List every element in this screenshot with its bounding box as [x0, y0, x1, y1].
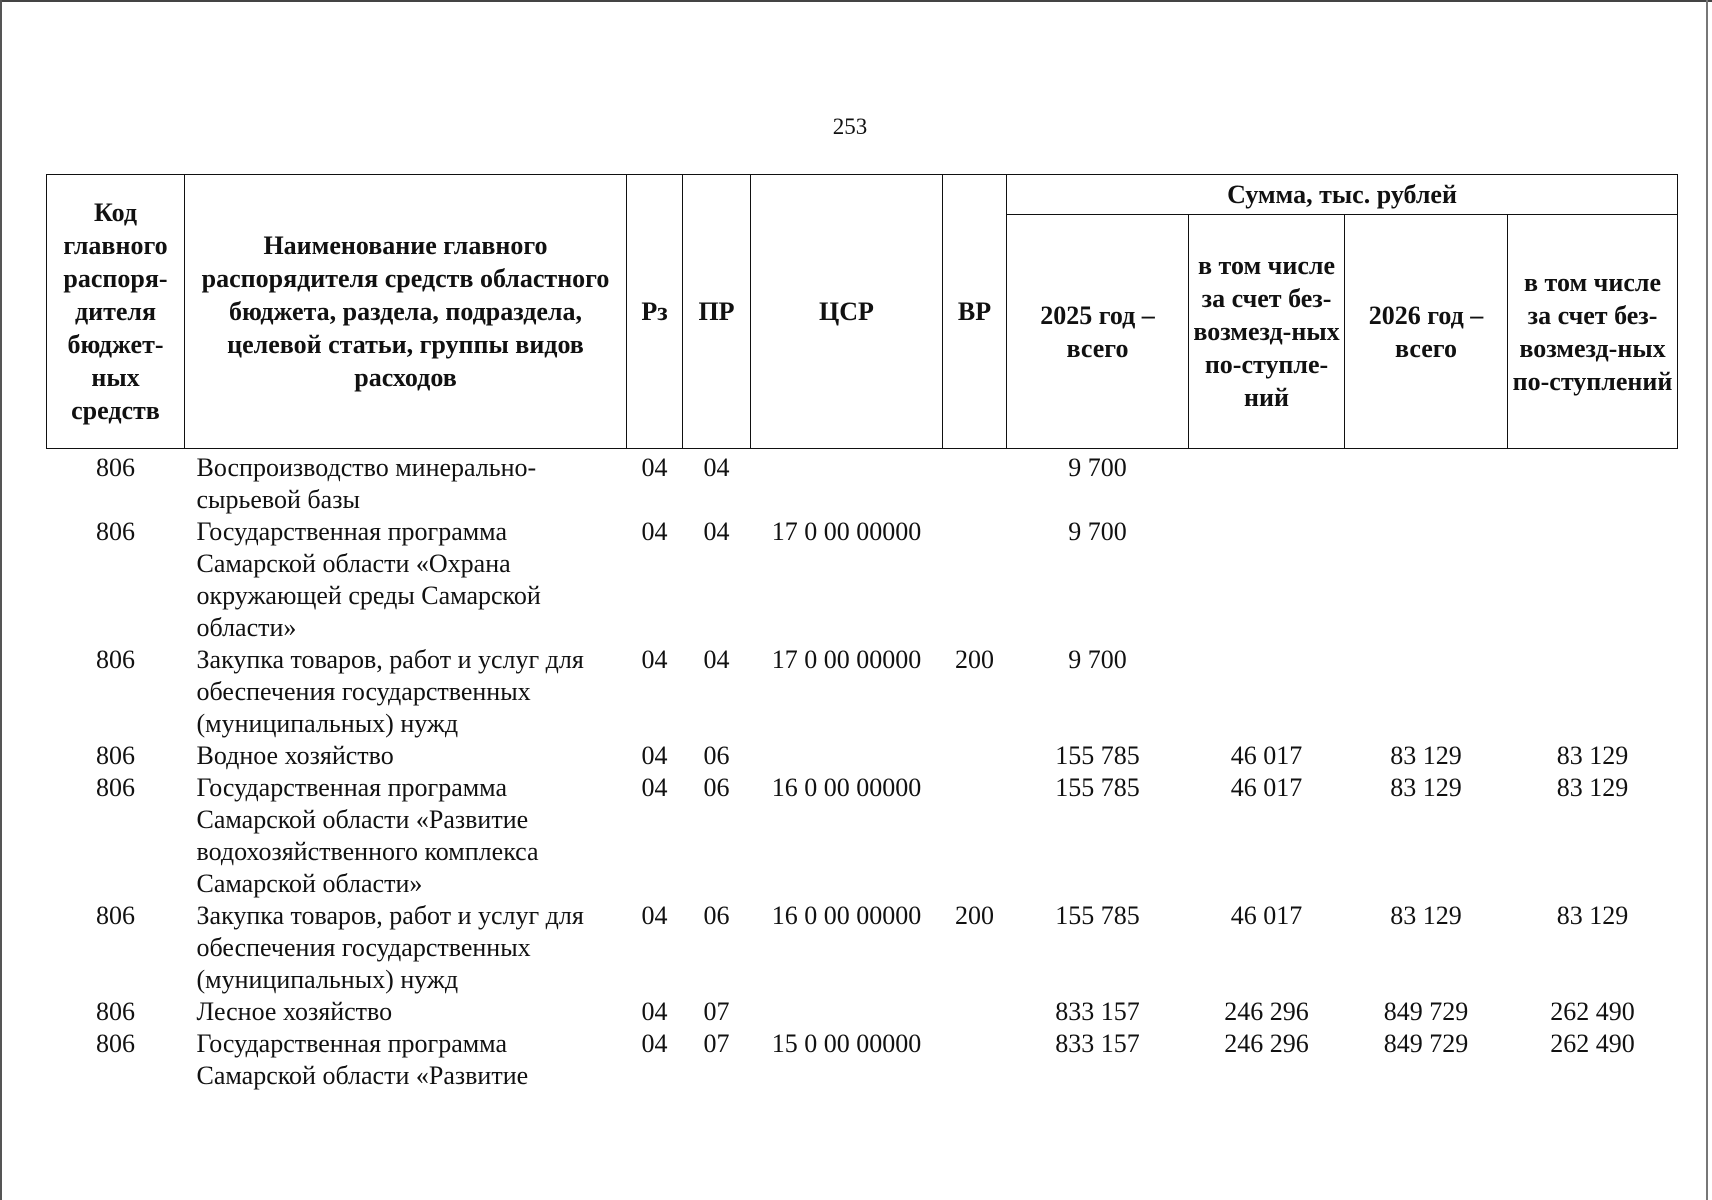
cell-2025-total: 9 700	[1068, 453, 1127, 482]
cell-2026-total	[1345, 516, 1508, 644]
cell-name: Лесное хозяйство	[196, 997, 393, 1026]
cell-vr	[943, 1028, 1007, 1092]
cell-2026-grants: 83 129	[1556, 773, 1629, 802]
table-row	[47, 644, 1678, 740]
header-csr: ЦСР	[751, 175, 943, 449]
cell-2026-grants: 262 490	[1550, 997, 1635, 1026]
cell-2026-total: 849 729	[1383, 1029, 1469, 1058]
table-row	[47, 516, 1678, 644]
cell-2026-total: 83 129	[1390, 901, 1462, 930]
cell-name: Государственная программа Самарской области «Охрана окружающей среды Самарской области»	[196, 517, 541, 642]
cell-2026-grants	[1508, 516, 1678, 644]
cell-2025-grants	[1189, 516, 1345, 644]
cell-pr: 06	[703, 773, 730, 802]
cell-vr	[943, 449, 1007, 517]
cell-rz: 04	[641, 517, 668, 546]
cell-2026-grants: 83 129	[1556, 741, 1629, 770]
cell-code: 806	[96, 901, 135, 930]
cell-2025-total: 833 157	[1055, 997, 1140, 1026]
cell-2026-grants	[1508, 644, 1678, 740]
cell-csr: 17 0 00 00000	[771, 517, 922, 546]
cell-code: 806	[96, 645, 135, 674]
cell-vr	[943, 516, 1007, 644]
cell-vr: 200	[955, 901, 994, 930]
cell-csr: 17 0 00 00000	[771, 645, 922, 674]
cell-csr: 15 0 00 00000	[771, 1029, 922, 1058]
table-row	[47, 740, 1678, 772]
header-rz: Рз	[627, 175, 683, 449]
cell-name: Государственная программа Самарской области «Развитие	[196, 1029, 529, 1090]
header-vr: ВР	[943, 175, 1007, 449]
cell-2025-total: 833 157	[1055, 1029, 1140, 1058]
cell-vr	[943, 996, 1007, 1028]
cell-rz: 04	[641, 453, 668, 482]
table-row	[47, 772, 1678, 900]
cell-pr: 07	[703, 1029, 730, 1058]
cell-rz: 04	[641, 645, 668, 674]
cell-pr: 07	[703, 997, 730, 1026]
cell-csr: 16 0 00 00000	[771, 773, 922, 802]
cell-name: Закупка товаров, работ и услуг для обеспечения государственных (муниципальных) нужд	[196, 901, 584, 994]
cell-2025-total: 9 700	[1068, 645, 1127, 674]
cell-pr: 06	[703, 741, 730, 770]
cell-2025-total: 155 785	[1055, 773, 1140, 802]
header-2025-total: 2025 год – всего	[1007, 215, 1189, 449]
cell-csr	[751, 449, 943, 517]
cell-2026-total	[1345, 644, 1508, 740]
cell-rz: 04	[641, 1029, 668, 1058]
cell-csr	[751, 996, 943, 1028]
table-row	[47, 996, 1678, 1028]
scan-border-left	[0, 0, 2, 1200]
cell-csr: 16 0 00 00000	[771, 901, 922, 930]
cell-pr: 06	[703, 901, 730, 930]
cell-csr	[751, 740, 943, 772]
scan-border-top	[0, 0, 1712, 2]
cell-name: Государственная программа Самарской области «Развитие водохозяйственного комплекса Самарской области»	[196, 773, 539, 898]
cell-2025-grants	[1189, 449, 1345, 517]
cell-vr	[943, 740, 1007, 772]
cell-2025-grants: 246 296	[1224, 997, 1309, 1026]
cell-code: 806	[96, 997, 135, 1026]
cell-rz: 04	[641, 997, 668, 1026]
cell-rz: 04	[641, 773, 668, 802]
header-code: Код главного распоря-дителя бюджет-ных средств	[47, 175, 185, 449]
cell-2025-total: 9 700	[1068, 517, 1127, 546]
cell-2025-grants	[1189, 644, 1345, 740]
cell-code: 806	[96, 1029, 135, 1058]
table-row	[47, 449, 1678, 517]
cell-2026-grants: 83 129	[1556, 901, 1629, 930]
cell-2026-total: 849 729	[1383, 997, 1469, 1026]
page-number: 253	[832, 114, 868, 139]
header-2026-total: 2026 год – всего	[1345, 215, 1508, 449]
cell-2026-grants: 262 490	[1550, 1029, 1635, 1058]
cell-name: Закупка товаров, работ и услуг для обеспечения государственных (муниципальных) нужд	[196, 645, 584, 738]
cell-name: Водное хозяйство	[196, 741, 394, 770]
table-header	[47, 175, 1678, 449]
cell-code: 806	[96, 453, 135, 482]
cell-2026-total: 83 129	[1390, 773, 1462, 802]
table-body	[47, 449, 1678, 1093]
cell-name: Воспроизводство минерально-сырьевой базы	[196, 453, 537, 514]
cell-2025-total: 155 785	[1055, 741, 1140, 770]
cell-2025-total: 155 785	[1055, 901, 1140, 930]
cell-2026-total: 83 129	[1390, 741, 1462, 770]
cell-vr: 200	[955, 645, 994, 674]
scan-border-right	[1706, 0, 1708, 1200]
header-name: Наименование главного распорядителя средств областного бюджета, раздела, подраздела, целевой статьи, группы видов расходов	[185, 175, 627, 449]
cell-code: 806	[96, 773, 135, 802]
header-pr: ПР	[683, 175, 751, 449]
header-2025-grants: в том числе за счет без-возмезд-ных по-ступле-ний	[1189, 215, 1345, 449]
cell-pr: 04	[703, 453, 730, 482]
cell-2026-grants	[1508, 449, 1678, 517]
cell-rz: 04	[641, 741, 668, 770]
cell-2025-grants: 46 017	[1230, 901, 1303, 930]
cell-pr: 04	[703, 517, 730, 546]
header-2026-grants: в том числе за счет без-возмезд-ных по-ступлений	[1508, 215, 1678, 449]
cell-code: 806	[96, 517, 135, 546]
cell-2025-grants: 46 017	[1230, 773, 1303, 802]
budget-table	[46, 174, 1678, 1092]
cell-2025-grants: 246 296	[1224, 1029, 1309, 1058]
table-row	[47, 1028, 1678, 1092]
header-sum: Сумма, тыс. рублей	[1007, 175, 1678, 215]
table-row	[47, 900, 1678, 996]
cell-vr	[943, 772, 1007, 900]
cell-2025-grants: 46 017	[1230, 741, 1303, 770]
cell-2026-total	[1345, 449, 1508, 517]
cell-code: 806	[96, 741, 135, 770]
cell-rz: 04	[641, 901, 668, 930]
cell-pr: 04	[703, 645, 730, 674]
